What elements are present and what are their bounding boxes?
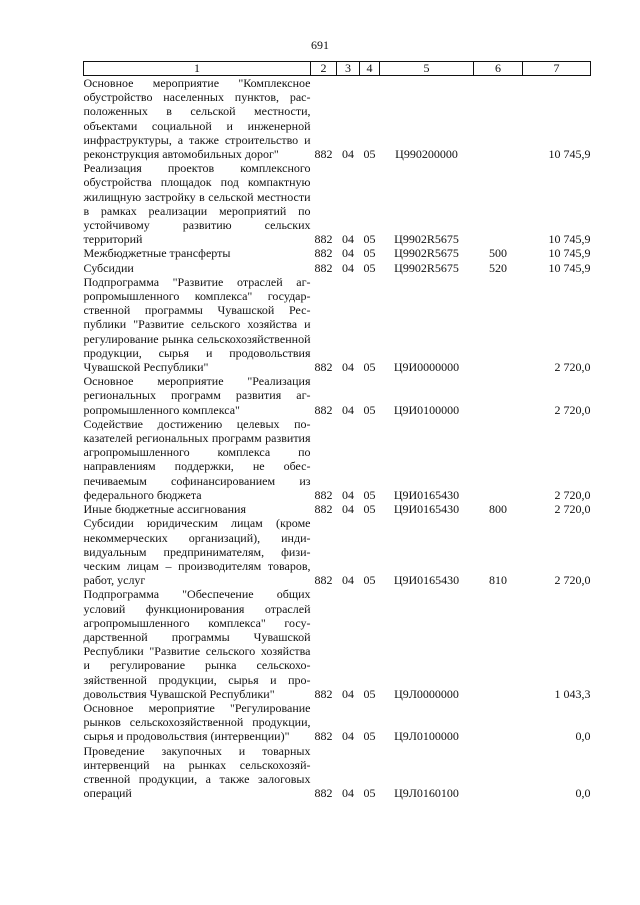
row-ministry-code: 882	[314, 360, 333, 375]
row-target-code: Ц9902R5675	[394, 232, 459, 247]
row-amount: 2 720,0	[554, 487, 591, 502]
row-expense-type	[474, 374, 523, 417]
row-section-code: 04	[342, 402, 354, 417]
table-row	[84, 516, 591, 587]
row-section-code: 04	[342, 246, 354, 261]
row-amount: 0,0	[575, 786, 591, 801]
table-row	[84, 744, 591, 801]
table-row	[84, 417, 591, 502]
table-body	[84, 76, 591, 801]
row-target-code: Ц9902R5675	[394, 260, 459, 275]
row-subsection-code: 05	[363, 147, 376, 162]
row-subsection-code: 05	[363, 686, 376, 701]
table-row	[84, 587, 591, 701]
row-name: Субсидии	[83, 260, 134, 275]
table-row	[84, 502, 591, 516]
row-expense-type: 500	[489, 246, 507, 261]
row-expense-type	[474, 76, 523, 162]
column-header-6: 6	[474, 62, 523, 76]
row-expense-type	[474, 744, 523, 801]
row-subsection-code: 05	[363, 232, 376, 247]
row-name: Основное мероприятие "Комплексное обустройство населенных пунктов, расположенных в сельской местности, объектами социальной и инженерной инфраструктуры, а также строительство и реконструкция автомобильных дорог"	[83, 76, 311, 162]
row-amount: 2 720,0	[554, 402, 591, 417]
row-name: Субсидии юридическим лицам (кроме некоммерческих организаций), индивидуальным предпринимателям, физическим лицам – производителям товаров, работ, услуг	[83, 516, 311, 588]
column-header-1: 1	[84, 62, 311, 76]
row-section-code: 04	[342, 260, 354, 275]
table-row	[84, 275, 591, 374]
row-ministry-code: 882	[314, 502, 333, 517]
row-amount: 10 745,9	[548, 246, 591, 261]
row-target-code: Ц9902R5675	[394, 246, 459, 261]
row-target-code: Ц9И0165430	[393, 487, 460, 502]
row-name: Межбюджетные трансферты	[83, 246, 231, 261]
row-target-code: Ц9И0165430	[393, 573, 460, 588]
column-header-2: 2	[311, 62, 337, 76]
column-header-5: 5	[380, 62, 474, 76]
row-expense-type: 810	[489, 573, 507, 588]
table-row	[84, 161, 591, 246]
table-row	[84, 76, 591, 162]
row-ministry-code: 882	[314, 147, 333, 162]
row-name: Проведение закупочных и товарных интервенций на рынках сельскохозяйственной продукции, а также залоговых операций	[83, 743, 311, 801]
row-ministry-code: 882	[314, 786, 333, 801]
row-ministry-code: 882	[314, 260, 333, 275]
row-amount: 10 745,9	[548, 260, 591, 275]
row-name: Подпрограмма "Обеспечение общих условий функционирования отраслей агропромышленного комплекса" государственной программы Чувашской Республики "Развитие сельского хозяйства и регулирование рынка сельскохозяйственной продукции, сырья и продовольствия Чувашской Республики"	[83, 587, 311, 701]
row-section-code: 04	[342, 232, 354, 247]
budget-table	[83, 61, 591, 800]
row-amount: 2 720,0	[554, 573, 591, 588]
row-amount: 0,0	[575, 729, 591, 744]
row-ministry-code: 882	[314, 232, 333, 247]
table-header-row	[84, 62, 591, 76]
row-section-code: 04	[342, 786, 354, 801]
row-ministry-code: 882	[314, 246, 333, 261]
row-amount: 10 745,9	[548, 147, 591, 162]
row-expense-type: 520	[489, 260, 507, 275]
row-ministry-code: 882	[314, 402, 333, 417]
row-target-code: Ц9Л0100000	[394, 729, 459, 744]
row-expense-type	[474, 587, 523, 701]
row-subsection-code: 05	[363, 260, 376, 275]
row-section-code: 04	[342, 729, 354, 744]
row-subsection-code: 05	[363, 246, 376, 261]
row-expense-type	[474, 275, 523, 374]
row-amount: 10 745,9	[548, 232, 591, 247]
row-section-code: 04	[342, 686, 354, 701]
row-subsection-code: 05	[363, 360, 376, 375]
row-name: Иные бюджетные ассигнования	[83, 502, 246, 517]
row-name: Подпрограмма "Развитие отраслей агропромышленного комплекса" государственной программы Чувашской Республики "Развитие сельского хозяйства и регулирование рынка сельскохозяйственной продукции, сырья и продовольствия Чувашской Республики"	[83, 274, 311, 375]
row-amount: 1 043,3	[554, 686, 591, 701]
row-target-code: Ц9И0000000	[393, 360, 460, 375]
table-row	[84, 701, 591, 744]
row-section-code: 04	[342, 502, 354, 517]
row-ministry-code: 882	[314, 487, 333, 502]
table-row	[84, 261, 591, 275]
row-expense-type: 800	[489, 502, 507, 517]
row-amount: 2 720,0	[554, 502, 591, 517]
row-name: Реализация проектов комплексного обустройства площадок под компактную жилищную застройку в сельской местности в рамках реализации мероприятий по устойчивому развитию сельских территорий	[83, 161, 311, 247]
column-header-7: 7	[523, 62, 591, 76]
row-expense-type	[474, 161, 523, 246]
row-ministry-code: 882	[314, 686, 333, 701]
row-ministry-code: 882	[314, 729, 333, 744]
row-target-code: Ц9И0165430	[393, 502, 460, 517]
row-target-code: Ц9И0100000	[393, 402, 460, 417]
row-name: Основное мероприятие "Регулирование рынков сельскохозяйственной продукции, сырья и продовольствия (интервенции)"	[83, 700, 311, 744]
row-expense-type	[474, 417, 523, 502]
row-subsection-code: 05	[363, 573, 376, 588]
table-row	[84, 374, 591, 417]
row-section-code: 04	[342, 147, 354, 162]
row-name: Основное мероприятие "Реализация региональных программ развития агропромышленного комплекса"	[83, 374, 311, 417]
row-section-code: 04	[342, 360, 354, 375]
table-row	[84, 246, 591, 260]
row-amount: 2 720,0	[554, 360, 591, 375]
row-subsection-code: 05	[363, 502, 376, 517]
column-header-3: 3	[337, 62, 360, 76]
row-subsection-code: 05	[363, 729, 376, 744]
column-header-4: 4	[360, 62, 380, 76]
row-ministry-code: 882	[314, 573, 333, 588]
row-section-code: 04	[342, 487, 354, 502]
row-target-code: Ц990200000	[395, 147, 458, 162]
page-number: 691	[311, 38, 329, 52]
row-subsection-code: 05	[363, 487, 376, 502]
row-target-code: Ц9Л0160100	[394, 786, 459, 801]
row-target-code: Ц9Л0000000	[394, 686, 459, 701]
row-expense-type	[474, 701, 523, 744]
row-subsection-code: 05	[363, 786, 376, 801]
row-subsection-code: 05	[363, 402, 376, 417]
row-section-code: 04	[342, 573, 354, 588]
row-name: Содействие достижению целевых показателей региональных программ развития агропромышленного комплекса по направлениям поддержки, не обеспечиваемым софинансированием из федерального бюджета	[83, 416, 311, 502]
